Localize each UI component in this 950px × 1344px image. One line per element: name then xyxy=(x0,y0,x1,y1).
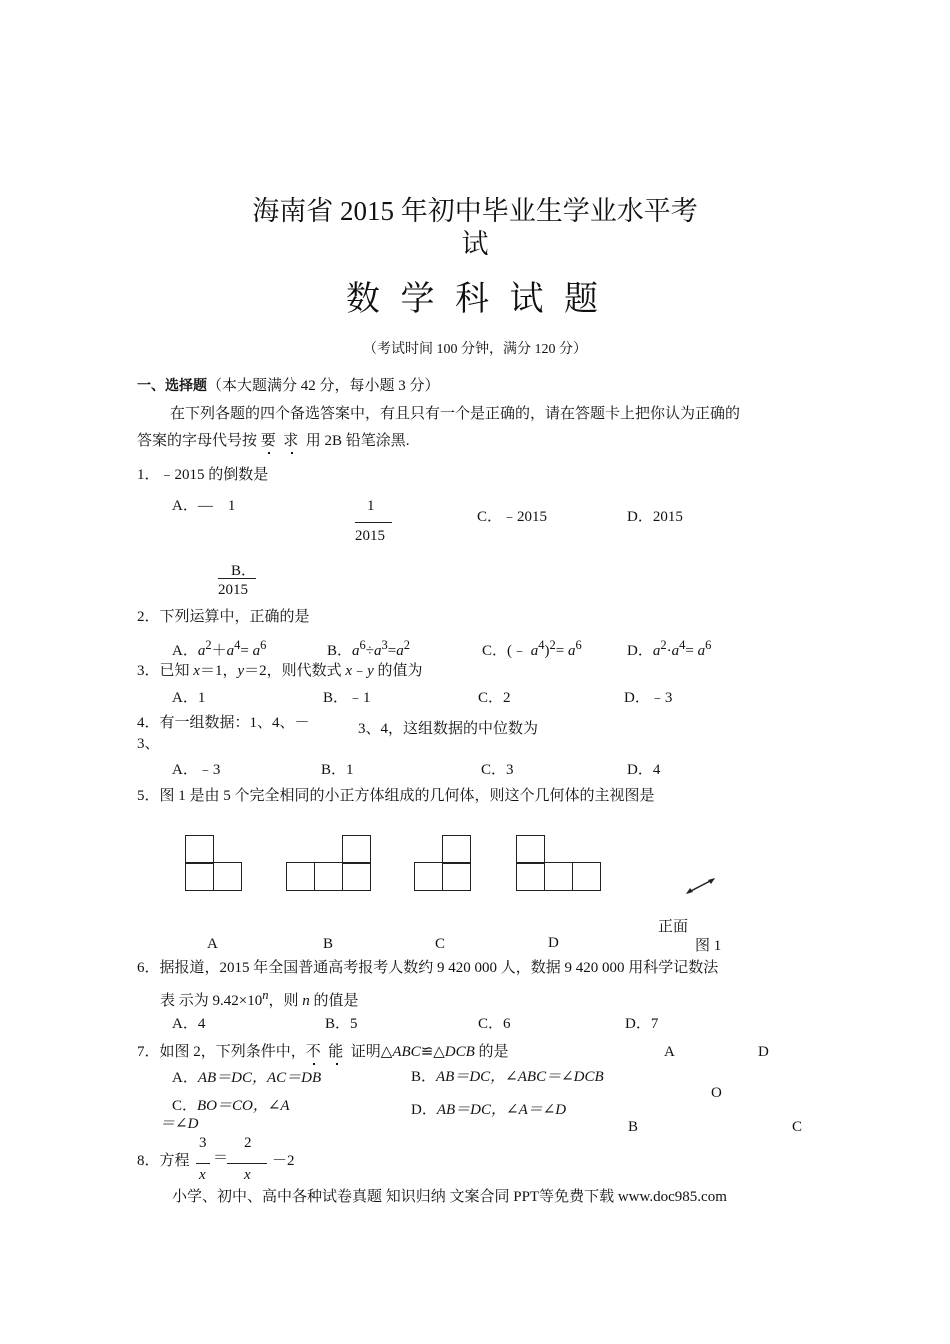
exam-info: （考试时间 100 分钟，满分 120 分） xyxy=(363,342,587,357)
figure-label-b: B xyxy=(323,936,334,952)
q7-stem xyxy=(137,1045,509,1060)
q4-stem-a: 4．有一组数据：1、4、－ xyxy=(137,715,310,731)
fraction-bar xyxy=(218,578,256,579)
var: ABC xyxy=(392,1044,421,1060)
section-note: （本大题满分 42 分，每小题 3 分） xyxy=(207,378,440,394)
opt-label: B． xyxy=(327,643,353,659)
q4-option-c: C．3 xyxy=(481,762,514,778)
q8-stem: 8．方程 xyxy=(137,1153,190,1169)
q6-stem-line2 xyxy=(160,989,359,1009)
var: x xyxy=(193,663,200,679)
opt-label: D． xyxy=(627,643,653,659)
q4-stem-b: 3、4，这组数据的中位数为 xyxy=(358,721,539,737)
var: x xyxy=(244,1167,251,1183)
opt-label: A． xyxy=(172,643,198,659)
opt-text: AB＝DC，∠A＝∠D xyxy=(436,1102,567,1118)
section-title: 一、选择题 xyxy=(137,378,207,394)
t: 表 示为 9.42×10 xyxy=(160,993,263,1009)
subject-title: 数 学 科 试 题 xyxy=(346,281,604,318)
q2-stem: 2．下列运算中，正确的是 xyxy=(137,609,310,625)
fig2-point-a: A xyxy=(664,1044,675,1060)
t: ＝1， xyxy=(199,663,238,679)
q3-stem xyxy=(137,664,423,679)
var: y xyxy=(367,663,374,679)
q2-option-b: B．$a^6\div a^3=a^2$ xyxy=(327,638,410,659)
instr-text: 答案的字母代号按 xyxy=(137,433,258,449)
t: 证明△ xyxy=(350,1044,393,1060)
emph-char: 不 xyxy=(305,1044,321,1060)
t: 7．如图 2，下列条件中， xyxy=(137,1044,306,1060)
q7-option-c xyxy=(172,1099,290,1114)
q1-option-c: C．﹣2015 xyxy=(477,509,548,525)
opt-label: D． xyxy=(411,1102,437,1118)
q6-stem-line1: 6．据报道，2015 年全国普通高考报考人数约 9 420 000 人，数据 9 420 000 用科学记数法 xyxy=(137,960,719,976)
q1-option-d: D．2015 xyxy=(627,509,683,525)
q8-num2: 2 xyxy=(244,1135,252,1151)
opt-text: AB＝DC，AC＝DB xyxy=(197,1070,322,1086)
fig2-point-b: B xyxy=(628,1119,639,1135)
title-line1: 海南省 2015 年初中毕业生学业水平考 xyxy=(252,196,698,226)
fig2-point-c: C xyxy=(792,1119,803,1135)
t: 的值是 xyxy=(309,993,359,1009)
instruction-line2 xyxy=(137,434,410,449)
var: y xyxy=(237,663,245,679)
q4-option-a: A．﹣3 xyxy=(172,762,221,778)
opt-label: C． xyxy=(482,643,508,659)
fig2-point-d: D xyxy=(758,1044,769,1060)
fraction-bar xyxy=(196,1163,210,1164)
q6-option-b: B．5 xyxy=(325,1016,358,1032)
opt-label: C． xyxy=(172,1098,198,1114)
q1-option-b: B． xyxy=(231,563,257,579)
q6-option-c: C．6 xyxy=(478,1016,511,1032)
q7-option-b xyxy=(411,1070,604,1085)
q1-option-b-den: 2015 xyxy=(218,582,248,598)
opt-label: B． xyxy=(411,1069,437,1085)
q7-option-a xyxy=(172,1071,321,1086)
figure-label-a: A xyxy=(207,936,218,952)
opt-label: A． xyxy=(172,1070,198,1086)
q3-option-b: B．﹣1 xyxy=(323,690,371,706)
q2-option-d: D．$a^2\cdot a^4= a^6$ xyxy=(627,638,712,659)
var: x xyxy=(345,663,353,679)
q1-frac-num: 1 xyxy=(367,498,375,514)
figure-label-d: D xyxy=(548,935,559,951)
q6-option-a: A．4 xyxy=(172,1016,206,1032)
q4-option-d: D．4 xyxy=(627,762,661,778)
opt-text: BO＝CO，∠A xyxy=(197,1098,290,1114)
emph-char: 能 xyxy=(328,1044,344,1060)
q8-equals: ＝ xyxy=(213,1150,229,1166)
var: DCB xyxy=(444,1044,475,1060)
q3-option-a: A．1 xyxy=(172,690,206,706)
t: ＝2，则代数式 xyxy=(244,663,346,679)
instr-text: 用 2B 铅笔涂黑. xyxy=(305,433,410,449)
fig2-point-o: O xyxy=(711,1085,722,1101)
fraction-bar xyxy=(355,522,392,523)
q1-frac-den: 2015 xyxy=(355,528,385,544)
fraction-bar xyxy=(227,1163,267,1164)
var: x xyxy=(199,1167,206,1183)
arrow-icon xyxy=(684,876,718,896)
q7-option-c-cont xyxy=(160,1117,198,1132)
t: ≌△ xyxy=(420,1044,445,1060)
var: n xyxy=(262,988,269,1002)
q3-option-d: D．﹣3 xyxy=(624,690,673,706)
q7-option-d xyxy=(411,1103,566,1118)
t: ，则 xyxy=(268,993,303,1009)
var: n xyxy=(302,993,310,1009)
q8-den2 xyxy=(244,1168,251,1183)
opt-text: AB＝DC，∠ABC＝∠DCB xyxy=(436,1069,604,1085)
q6-option-d: D．7 xyxy=(625,1016,659,1032)
q8-num1: 3 xyxy=(199,1135,207,1151)
emph-char: 求 xyxy=(283,433,299,449)
t: 的是 xyxy=(474,1044,509,1060)
emph-char: 要 xyxy=(260,433,276,449)
front-label: 正面 xyxy=(658,919,689,935)
q3-option-c: C．2 xyxy=(478,690,511,706)
footer-text: 小学、初中、高中各种试卷真题 知识归纳 文案合同 PPT等免费下载 www.doc985.com xyxy=(172,1189,727,1205)
q2-option-c: C．(﹣ $a^4)^2= a^6$ xyxy=(482,638,582,659)
figure-1-label: 图 1 xyxy=(695,938,722,954)
section-heading xyxy=(137,379,440,394)
q4-option-b: B．1 xyxy=(321,762,354,778)
q1-stem: 1．﹣2015 的倒数是 xyxy=(137,467,269,483)
instruction-line1: 在下列各题的四个备选答案中，有且只有一个是正确的，请在答题卡上把你认为正确的 xyxy=(170,406,741,422)
title-line2: 试 xyxy=(461,229,489,259)
opt-text: ＝∠D xyxy=(160,1116,199,1132)
q5-stem: 5．图 1 是由 5 个完全相同的小正方体组成的几何体，则这个几何体的主视图是 xyxy=(137,788,655,804)
t: 3．已知 xyxy=(137,663,194,679)
q4-stem-c: 3、 xyxy=(137,736,160,752)
q2-option-a: A．$a^2+a^4= a^6$ xyxy=(172,638,267,659)
q8-den1 xyxy=(199,1168,206,1183)
t: 的值为 xyxy=(373,663,423,679)
t: ﹣ xyxy=(352,663,368,679)
q1-option-a: A．— 1 xyxy=(172,498,236,514)
q8-tail: －2 xyxy=(272,1153,295,1169)
figure-label-c: C xyxy=(435,936,446,952)
